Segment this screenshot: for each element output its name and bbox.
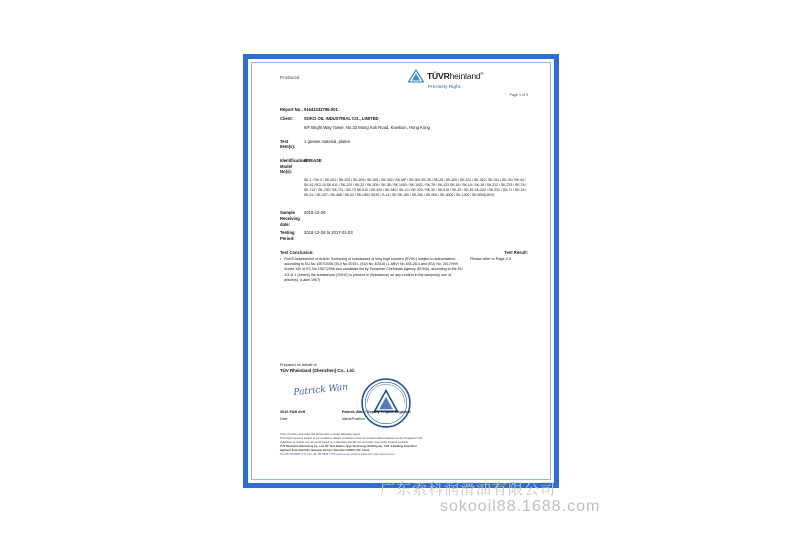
field-row-test-item [252, 139, 550, 150]
tuv-triangle-icon [408, 69, 424, 83]
footer-contact-line: Tel.+86 755 8828 7771 Fax +86 755 8828 7778 www.tuv.com www.tuvchina.com mail: www.tuv.com [280, 453, 395, 457]
field-label: Identification/ Model No(s): [280, 157, 308, 175]
test-conclusion-body [252, 257, 550, 284]
test-conclusion-text-wrap [280, 257, 464, 284]
field-row-sample-receiving-date [252, 210, 550, 227]
test-result-label: Test Result: [504, 249, 528, 255]
field-row-model-no [252, 158, 550, 175]
prepared-on-behalf-label: Prepared on behalf of [280, 363, 317, 367]
field-value: 2016-12-26 to 2017-01-03 [304, 230, 353, 236]
field-label [252, 125, 304, 131]
footer-line: publication or results. Any test result based on a laboratory sample can not certify more of the covered products. [280, 441, 409, 445]
test-conclusion-title: Test Conclusion: [280, 249, 314, 255]
signing-company-name: TÜV Rheinland (Shenzhen) Co., Ltd. [280, 368, 355, 373]
test-result-value: Please refer to Page 2-9 [470, 256, 512, 261]
field-value: SK-1 / SK-2 / SK-201 / SK-202 / SK-203 / SK-301 / SK-302 / SK-MP / SK-300 SK-30 / SK-28 / SK-320 / SK-321 / SK-310 / SK-311 / SK-33 / SK-44 / SK-61 SK2-10 SK-611 / SK-220 / SK-22 / SK-305 / SK-35 / SK-1000 / SK-1002 / SK-76 / SK-123 SK-18 / SK-19 / SK-18 / SK-212 / SK-233 / SK-76 / SK-722 / SK-700 / SK-711 / SK-73 SK-910 / SK-920 / SK-930 / SK-10 / SK-320 / SK-30 / SK-910 / SK-22 / SK-51 SK-230 / SK-231 / SK-71 / SK-15 / SK-21 / SK-207 / SK-468 / SK-02 / SK-0302 SK30 / S-13 / SK SK-190 / SK-290 / SK-900 / SK-3000 / SK-1200 / SK 5000(1KG) [304, 177, 527, 198]
field-value: 2016-12-26 [304, 210, 326, 216]
field-row-report-no [252, 107, 550, 113]
field-row-client-address [252, 125, 550, 131]
field-row-testing-period [252, 230, 550, 241]
watermark-english: sokooil88.1688.com [440, 498, 601, 515]
signature-names-row [252, 410, 550, 414]
field-label: Test Item(s): [280, 138, 296, 150]
signature-name-value: Patrick Wan / Deputy Project Engineer [342, 410, 411, 414]
field-value: 6/F Bright Way Tower, No.33 Mong Kok Road, Kowloon, Hong Kong [304, 124, 430, 130]
company-stamp [360, 377, 412, 429]
field-value: SOKO OIL INDUSTRIAL CO., LIMITED [304, 115, 379, 121]
test-conclusion-text: RoHS Assessment of Article: Screening of substances of very high concern (SVHC) subject to authorisation, according to EU No 1907/2006 (EU) No 2015 L (EU) No 3/2016 (1-ABV) No 845-28-4 and (EU) No. 2017/999 Annex XIV of EC No 1907/2006 and candidate list by European Chemicals Agency (ECHA), according to the EU 1/3 of 1 (Annex) the substances (SVHC) is present in (Substance) on any content in the sample(s) one of article(s), (Label 1907). [284, 256, 463, 283]
field-label: Report No.: [280, 107, 303, 112]
bullet-icon: • [280, 256, 282, 261]
page-indicator: Page 1 of 9 [509, 93, 528, 97]
signature-roles-row [252, 417, 550, 421]
footer-address-line: TÜV Rheinland (Shenzhen) Co., Ltd. 3/F Tech Build 1, Qiye Technology Building No. 1 Rd, 9 Building Road No.2, [280, 445, 418, 449]
signature-date-value: 2016 FAB deff [280, 410, 306, 414]
field-row-client [252, 116, 550, 122]
signature-date-label: Date [280, 417, 288, 421]
certificate-document [252, 63, 550, 479]
footer-line: This report issued is subject to our conditions. Written protection of test and product without assessment by competent in the [280, 437, 423, 441]
signature-block [252, 363, 550, 421]
produced-label: Produced [280, 75, 300, 80]
field-label: Testing Period: [280, 230, 295, 241]
watermark-chinese: 广东索科润滑油有限公司 [380, 480, 557, 498]
field-label [252, 178, 304, 198]
field-list [252, 107, 550, 284]
tuv-wordmark: TÜVRheinland® [427, 71, 484, 81]
test-conclusion-header [252, 250, 550, 255]
field-value: GREASE [304, 157, 322, 163]
signature-position-label: Name/Position [342, 417, 365, 421]
field-row-model-list [252, 178, 550, 198]
document-footer [280, 433, 528, 457]
footer-line: This is to inform and verify that all the test is a single laboratory report [280, 433, 360, 436]
field-value: 01641232786.001 [304, 107, 338, 112]
handwritten-signature: Patrick Wan [293, 382, 349, 399]
field-label: Sample Receiving date: [280, 210, 300, 227]
field-label: Client: [280, 115, 294, 121]
field-value: 1 grease material, plates [304, 138, 350, 144]
tuv-tagline: Precisely Right. [428, 84, 462, 89]
document-header [252, 63, 550, 107]
tuv-rheinland-logo-block [408, 69, 528, 89]
footer-address-line: Hightech Industrial Park, Nanshan District, Shenzhen 518057, P.R. China [280, 449, 370, 453]
